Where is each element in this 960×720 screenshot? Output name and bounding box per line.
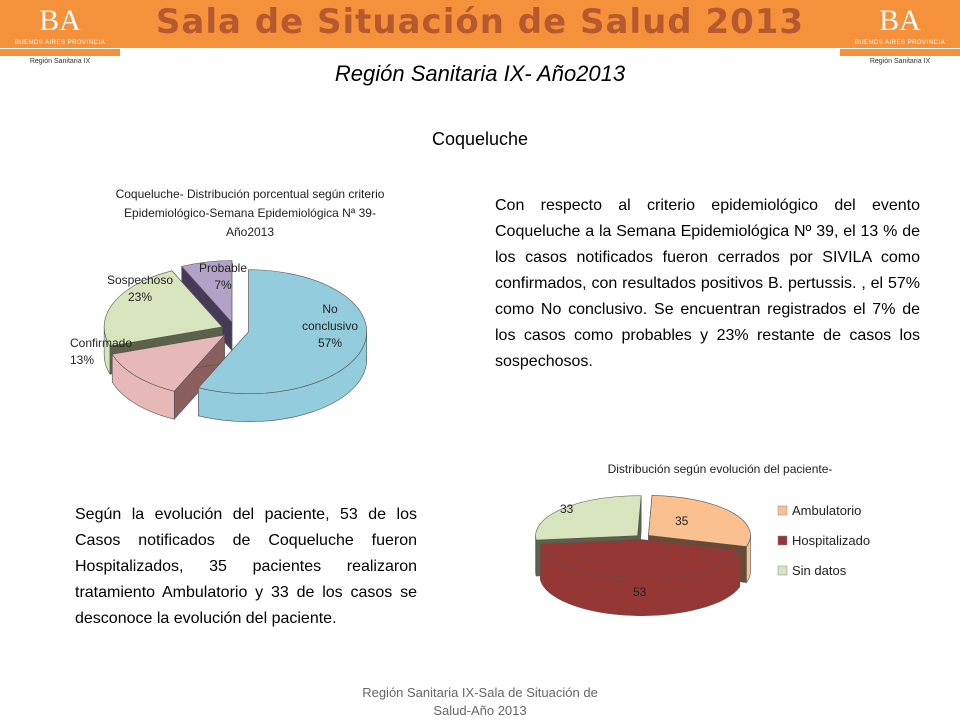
pie-data-label: No conclusivo 57%: [301, 302, 359, 350]
logo-left-subtext: BUENOS AIRES PROVINCIA: [14, 40, 106, 46]
logo-right-subtext: BUENOS AIRES PROVINCIA: [854, 40, 946, 46]
chart1-pie: [40, 255, 370, 425]
logo-left-divider: [0, 48, 120, 49]
chart1-title-line: Año2013: [225, 225, 275, 239]
chart1-title-line: Epidemiológico-Semana Epidemiológica Nª 39-: [124, 206, 376, 220]
chart2-pie: [520, 488, 920, 648]
pie-data-label: Sospechoso 23%: [106, 273, 174, 304]
paragraph-evolucion: Según la evolución del paciente, 53 de los Casos notificados de Coqueluche fueron Hospitalizados, 35 pacientes realizaron tratamiento Ambulatorio y 33 de los casos se desconoce la evolución del paciente.: [75, 506, 417, 627]
pie-slice-side: [536, 536, 537, 576]
paragraph-criterio: Con respecto al criterio epidemiológico del evento Coqueluche a la Semana Epidemiológica Nº 39, el 13 % de los casos notificados fueron cerrados por SIVILA como confirmados, con resultados positivos B. pertussis. , el 57% como No conclusivo. Se encuentran registrados el 7% de los casos como probables y 23% restante de casos los sospechosos.: [495, 197, 920, 370]
logo-right-region: Región Sanitaria IX: [869, 58, 931, 65]
pie-data-label: 33: [560, 502, 574, 516]
legend-swatch: [778, 566, 787, 575]
legend-label: Sin datos: [792, 563, 847, 578]
logo-right: [840, 0, 960, 67]
logo-right-text: BA: [879, 4, 921, 37]
chart1-title-line: Coqueluche- Distribución porcentual según criterio: [115, 187, 385, 201]
chart1-title: [70, 185, 430, 242]
logo-left-text: BA: [39, 4, 81, 37]
page-subtitle: Región Sanitaria IX- Año2013: [334, 61, 626, 86]
footer-line: Región Sanitaria IX-Sala de Situación de: [362, 685, 598, 700]
header-banner: [0, 0, 960, 48]
section-title: Coqueluche: [431, 129, 529, 149]
footer-line: Salud-Año 2013: [433, 703, 527, 718]
legend-swatch: [778, 536, 787, 545]
pie-data-label: 53: [633, 585, 647, 599]
pie-data-label: Confirmado 13%: [70, 336, 133, 367]
pie-data-label: Probable 7%: [198, 261, 248, 292]
logo-left: [0, 0, 120, 67]
legend-label: Hospitalizado: [792, 533, 871, 548]
legend-swatch: [778, 506, 787, 515]
logo-right-divider: [840, 48, 960, 49]
chart2-title: Distribución según evolución del paciente-: [607, 462, 833, 476]
pie-data-label: 35: [675, 514, 689, 528]
logo-left-region: Región Sanitaria IX: [29, 58, 91, 65]
pie-slice: [536, 496, 642, 540]
logo-left-box: [0, 0, 120, 56]
footer: [340, 684, 620, 720]
banner-title: Sala de Situación de Salud 2013: [155, 2, 805, 42]
legend-label: Ambulatorio: [792, 503, 862, 518]
logo-right-box: [840, 0, 960, 56]
